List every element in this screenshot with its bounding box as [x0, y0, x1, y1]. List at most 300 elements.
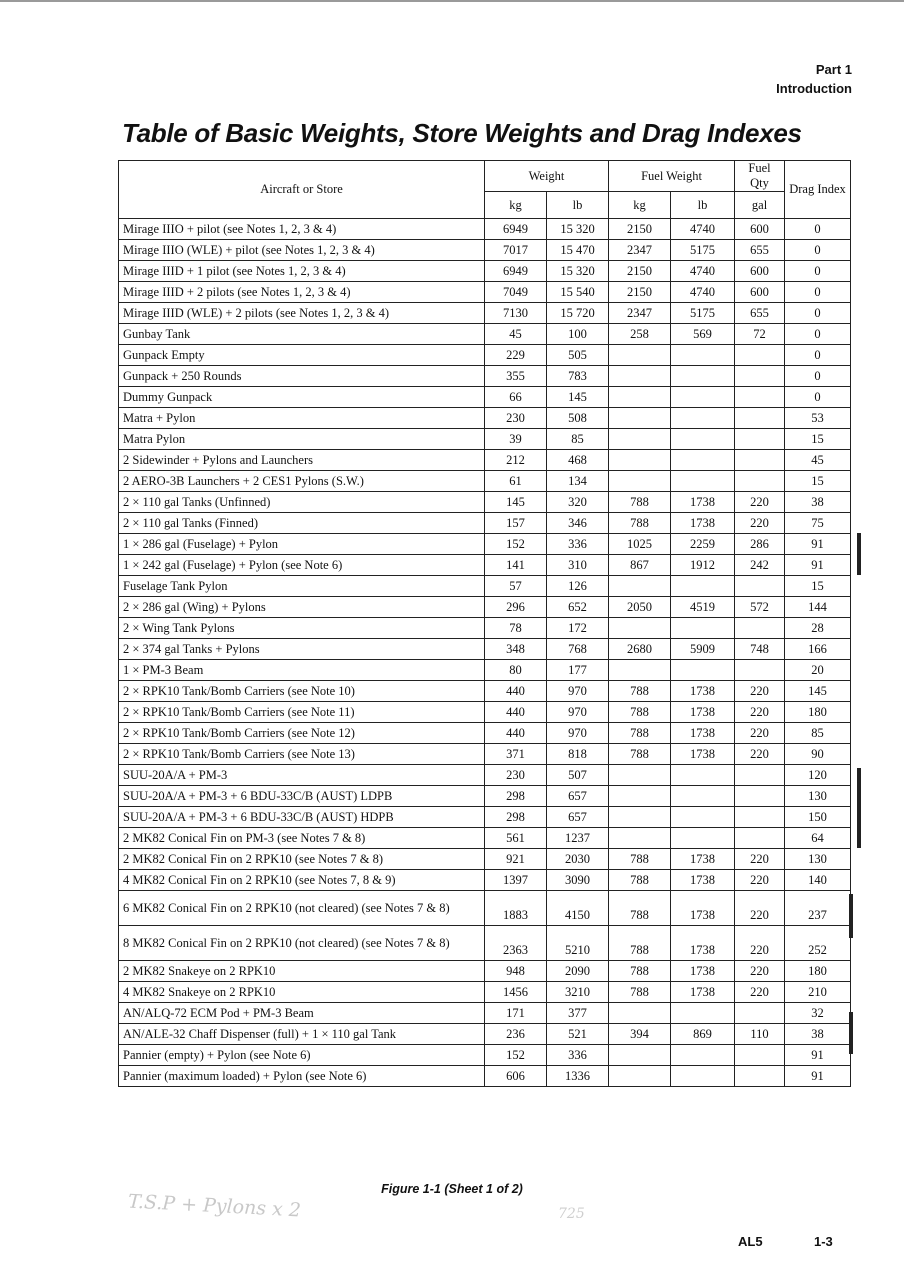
fuel-gal-cell: 220 — [735, 681, 785, 702]
weight-lb-cell: 1336 — [547, 1066, 609, 1087]
fuel-lb-cell: 1738 — [671, 702, 735, 723]
fuel-kg-cell — [609, 618, 671, 639]
table-row — [119, 534, 851, 555]
handwritten-number: 725 — [558, 1206, 585, 1222]
table-row — [119, 576, 851, 597]
weight-kg-cell: 606 — [485, 1066, 547, 1087]
fuel-lb-cell — [671, 807, 735, 828]
fuel-gal-cell — [735, 1045, 785, 1066]
weight-lb-cell: 2090 — [547, 961, 609, 982]
fuel-kg-cell: 788 — [609, 891, 671, 926]
weight-kg-cell: 371 — [485, 744, 547, 765]
weight-kg-cell: 229 — [485, 345, 547, 366]
fuel-gal-cell: 600 — [735, 282, 785, 303]
fuel-gal-cell — [735, 807, 785, 828]
fuel-gal-cell: 220 — [735, 702, 785, 723]
fuel-kg-cell — [609, 408, 671, 429]
store-name-cell: Pannier (maximum loaded) + Pylon (see Note 6) — [119, 1066, 485, 1087]
weight-kg-cell: 6949 — [485, 261, 547, 282]
fuel-lb-cell: 4740 — [671, 261, 735, 282]
fuel-lb-cell — [671, 786, 735, 807]
table-row — [119, 681, 851, 702]
fuel-lb-cell — [671, 408, 735, 429]
drag-index-cell: 45 — [785, 450, 851, 471]
weight-lb-cell: 15 720 — [547, 303, 609, 324]
fuel-kg-cell: 788 — [609, 681, 671, 702]
table-row — [119, 1024, 851, 1045]
drag-index-cell: 0 — [785, 282, 851, 303]
weight-lb-cell: 783 — [547, 366, 609, 387]
store-name-cell: 2 MK82 Snakeye on 2 RPK10 — [119, 961, 485, 982]
fuel-kg-cell — [609, 387, 671, 408]
weight-lb-cell: 657 — [547, 807, 609, 828]
drag-index-cell: 120 — [785, 765, 851, 786]
fuel-lb-cell — [671, 576, 735, 597]
fuel-kg-cell: 2150 — [609, 219, 671, 240]
table-row — [119, 555, 851, 576]
fuel-lb-cell — [671, 366, 735, 387]
fuel-kg-cell: 788 — [609, 870, 671, 891]
drag-index-cell: 0 — [785, 261, 851, 282]
fuel-kg-cell: 788 — [609, 926, 671, 961]
fuel-gal-cell: 572 — [735, 597, 785, 618]
weight-lb-cell: 468 — [547, 450, 609, 471]
weight-lb-cell: 2030 — [547, 849, 609, 870]
weight-kg-cell: 230 — [485, 408, 547, 429]
store-name-cell: Gunbay Tank — [119, 324, 485, 345]
fuel-gal-cell — [735, 450, 785, 471]
weight-kg-cell: 152 — [485, 534, 547, 555]
fuel-gal-cell — [735, 429, 785, 450]
unit-lb: lb — [547, 192, 609, 219]
fuel-gal-cell — [735, 408, 785, 429]
weight-kg-cell: 6949 — [485, 219, 547, 240]
fuel-gal-cell: 220 — [735, 492, 785, 513]
drag-index-cell: 91 — [785, 534, 851, 555]
table-row — [119, 1066, 851, 1087]
weight-lb-cell: 15 470 — [547, 240, 609, 261]
weight-kg-cell: 7130 — [485, 303, 547, 324]
fuel-gal-cell — [735, 1003, 785, 1024]
fuel-lb-cell: 569 — [671, 324, 735, 345]
fuel-lb-cell: 1912 — [671, 555, 735, 576]
table-row — [119, 891, 851, 926]
fuel-kg-cell — [609, 345, 671, 366]
fuel-lb-cell: 2259 — [671, 534, 735, 555]
table-body — [119, 219, 851, 1087]
table-row — [119, 926, 851, 961]
weight-kg-cell: 61 — [485, 471, 547, 492]
figure-caption: Figure 1-1 (Sheet 1 of 2) — [381, 1182, 523, 1196]
store-name-cell: 2 MK82 Conical Fin on 2 RPK10 (see Notes 7 & 8) — [119, 849, 485, 870]
store-name-cell: 2 × RPK10 Tank/Bomb Carriers (see Note 12) — [119, 723, 485, 744]
fuel-kg-cell: 2347 — [609, 303, 671, 324]
fuel-lb-cell: 5909 — [671, 639, 735, 660]
weight-kg-cell: 236 — [485, 1024, 547, 1045]
unit-fuel-kg: kg — [609, 192, 671, 219]
drag-index-cell: 0 — [785, 387, 851, 408]
weight-lb-cell: 172 — [547, 618, 609, 639]
header-drag-index: Drag Index — [785, 161, 851, 219]
weight-lb-cell: 652 — [547, 597, 609, 618]
drag-index-cell: 180 — [785, 702, 851, 723]
fuel-kg-cell — [609, 828, 671, 849]
fuel-lb-cell: 1738 — [671, 723, 735, 744]
table-row — [119, 870, 851, 891]
fuel-kg-cell — [609, 471, 671, 492]
fuel-lb-cell — [671, 429, 735, 450]
fuel-kg-cell: 788 — [609, 744, 671, 765]
weight-lb-cell: 3210 — [547, 982, 609, 1003]
weight-kg-cell: 948 — [485, 961, 547, 982]
change-bar — [857, 533, 861, 575]
weight-kg-cell: 57 — [485, 576, 547, 597]
fuel-gal-cell: 286 — [735, 534, 785, 555]
store-name-cell: 1 × PM-3 Beam — [119, 660, 485, 681]
fuel-gal-cell: 220 — [735, 891, 785, 926]
fuel-kg-cell — [609, 450, 671, 471]
table-row — [119, 366, 851, 387]
fuel-lb-cell: 5175 — [671, 240, 735, 261]
drag-index-cell: 15 — [785, 471, 851, 492]
fuel-gal-cell: 655 — [735, 240, 785, 261]
fuel-lb-cell: 1738 — [671, 926, 735, 961]
fuel-gal-cell: 242 — [735, 555, 785, 576]
weight-kg-cell: 212 — [485, 450, 547, 471]
fuel-gal-cell: 748 — [735, 639, 785, 660]
drag-index-cell: 166 — [785, 639, 851, 660]
page-title: Table of Basic Weights, Store Weights and Drag Indexes — [122, 118, 802, 148]
fuel-lb-cell: 1738 — [671, 492, 735, 513]
weight-kg-cell: 1883 — [485, 891, 547, 926]
weights-table — [118, 160, 851, 1087]
fuel-lb-cell — [671, 387, 735, 408]
table-row — [119, 723, 851, 744]
drag-index-cell: 130 — [785, 849, 851, 870]
fuel-lb-cell — [671, 765, 735, 786]
weight-kg-cell: 296 — [485, 597, 547, 618]
fuel-gal-cell — [735, 765, 785, 786]
weight-lb-cell: 818 — [547, 744, 609, 765]
weight-lb-cell: 377 — [547, 1003, 609, 1024]
table-row — [119, 1003, 851, 1024]
store-name-cell: 1 × 286 gal (Fuselage) + Pylon — [119, 534, 485, 555]
table-row — [119, 408, 851, 429]
weight-lb-cell: 657 — [547, 786, 609, 807]
weight-lb-cell: 768 — [547, 639, 609, 660]
fuel-gal-cell: 655 — [735, 303, 785, 324]
fuel-gal-cell — [735, 786, 785, 807]
weight-lb-cell: 126 — [547, 576, 609, 597]
drag-index-cell: 28 — [785, 618, 851, 639]
fuel-kg-cell: 2150 — [609, 261, 671, 282]
weight-kg-cell: 440 — [485, 681, 547, 702]
store-name-cell: 2 × 286 gal (Wing) + Pylons — [119, 597, 485, 618]
table-row — [119, 492, 851, 513]
fuel-kg-cell: 1025 — [609, 534, 671, 555]
store-name-cell: Mirage IIID + 1 pilot (see Notes 1, 2, 3 & 4) — [119, 261, 485, 282]
unit-gal: gal — [735, 192, 785, 219]
fuel-gal-cell: 220 — [735, 513, 785, 534]
drag-index-cell: 20 — [785, 660, 851, 681]
fuel-gal-cell — [735, 345, 785, 366]
weight-lb-cell: 310 — [547, 555, 609, 576]
fuel-lb-cell — [671, 660, 735, 681]
fuel-kg-cell: 394 — [609, 1024, 671, 1045]
store-name-cell: AN/ALQ-72 ECM Pod + PM-3 Beam — [119, 1003, 485, 1024]
table-row — [119, 261, 851, 282]
weight-lb-cell: 145 — [547, 387, 609, 408]
weight-kg-cell: 39 — [485, 429, 547, 450]
store-name-cell: SUU-20A/A + PM-3 — [119, 765, 485, 786]
weight-kg-cell: 78 — [485, 618, 547, 639]
table-row — [119, 240, 851, 261]
store-name-cell: 4 MK82 Conical Fin on 2 RPK10 (see Notes 7, 8 & 9) — [119, 870, 485, 891]
table-row — [119, 303, 851, 324]
drag-index-cell: 91 — [785, 555, 851, 576]
weight-kg-cell: 230 — [485, 765, 547, 786]
store-name-cell: Mirage IIIO (WLE) + pilot (see Notes 1, 2, 3 & 4) — [119, 240, 485, 261]
weight-lb-cell: 521 — [547, 1024, 609, 1045]
fuel-kg-cell — [609, 576, 671, 597]
store-name-cell: 2 × RPK10 Tank/Bomb Carriers (see Note 11) — [119, 702, 485, 723]
store-name-cell: 2 × RPK10 Tank/Bomb Carriers (see Note 10) — [119, 681, 485, 702]
fuel-gal-cell: 600 — [735, 219, 785, 240]
fuel-kg-cell: 788 — [609, 702, 671, 723]
weight-lb-cell: 134 — [547, 471, 609, 492]
weight-kg-cell: 7049 — [485, 282, 547, 303]
weight-lb-cell: 320 — [547, 492, 609, 513]
weight-lb-cell: 5210 — [547, 926, 609, 961]
drag-index-cell: 0 — [785, 303, 851, 324]
fuel-lb-cell — [671, 471, 735, 492]
fuel-lb-cell: 4519 — [671, 597, 735, 618]
weight-lb-cell: 4150 — [547, 891, 609, 926]
weight-kg-cell: 45 — [485, 324, 547, 345]
header-store: Aircraft or Store — [119, 161, 485, 219]
fuel-lb-cell: 1738 — [671, 870, 735, 891]
fuel-kg-cell: 2050 — [609, 597, 671, 618]
weight-lb-cell: 507 — [547, 765, 609, 786]
fuel-kg-cell — [609, 660, 671, 681]
weight-kg-cell: 157 — [485, 513, 547, 534]
store-name-cell: 2 × 110 gal Tanks (Finned) — [119, 513, 485, 534]
change-bar — [849, 1012, 853, 1054]
fuel-lb-cell: 1738 — [671, 961, 735, 982]
table-row — [119, 961, 851, 982]
part-label: Part 1 — [815, 62, 852, 77]
fuel-gal-cell: 220 — [735, 961, 785, 982]
fuel-lb-cell: 4740 — [671, 219, 735, 240]
table-row — [119, 324, 851, 345]
page-top-border — [0, 0, 904, 2]
weight-kg-cell: 561 — [485, 828, 547, 849]
store-name-cell: Dummy Gunpack — [119, 387, 485, 408]
store-name-cell: AN/ALE-32 Chaff Dispenser (full) + 1 × 110 gal Tank — [119, 1024, 485, 1045]
drag-index-cell: 145 — [785, 681, 851, 702]
store-name-cell: 2 × 110 gal Tanks (Unfinned) — [119, 492, 485, 513]
fuel-lb-cell: 1738 — [671, 681, 735, 702]
change-bar — [849, 894, 853, 938]
fuel-kg-cell: 2347 — [609, 240, 671, 261]
fuel-kg-cell: 2680 — [609, 639, 671, 660]
drag-index-cell: 32 — [785, 1003, 851, 1024]
fuel-kg-cell — [609, 429, 671, 450]
section-label: Introduction — [776, 81, 852, 96]
drag-index-cell: 130 — [785, 786, 851, 807]
weight-kg-cell: 298 — [485, 786, 547, 807]
fuel-kg-cell: 788 — [609, 982, 671, 1003]
weight-lb-cell: 970 — [547, 723, 609, 744]
drag-index-cell: 91 — [785, 1066, 851, 1087]
weight-lb-cell: 15 320 — [547, 219, 609, 240]
drag-index-cell: 91 — [785, 1045, 851, 1066]
fuel-gal-cell: 220 — [735, 744, 785, 765]
store-name-cell: Fuselage Tank Pylon — [119, 576, 485, 597]
drag-index-cell: 64 — [785, 828, 851, 849]
unit-fuel-lb: lb — [671, 192, 735, 219]
fuel-lb-cell: 1738 — [671, 891, 735, 926]
fuel-gal-cell — [735, 366, 785, 387]
fuel-kg-cell: 788 — [609, 723, 671, 744]
drag-index-cell: 38 — [785, 492, 851, 513]
drag-index-cell: 140 — [785, 870, 851, 891]
weight-kg-cell: 141 — [485, 555, 547, 576]
table-row — [119, 618, 851, 639]
weight-lb-cell: 970 — [547, 702, 609, 723]
weight-kg-cell: 1456 — [485, 982, 547, 1003]
store-name-cell: 6 MK82 Conical Fin on 2 RPK10 (not cleared) (see Notes 7 & 8) — [119, 891, 485, 926]
weight-kg-cell: 348 — [485, 639, 547, 660]
header-fuel-weight: Fuel Weight — [609, 161, 735, 192]
change-bar — [857, 768, 861, 848]
store-name-cell: 2 × 374 gal Tanks + Pylons — [119, 639, 485, 660]
table-row — [119, 345, 851, 366]
fuel-gal-cell — [735, 828, 785, 849]
drag-index-cell: 85 — [785, 723, 851, 744]
table-row — [119, 660, 851, 681]
fuel-lb-cell: 1738 — [671, 744, 735, 765]
store-name-cell: Mirage IIID (WLE) + 2 pilots (see Notes 1, 2, 3 & 4) — [119, 303, 485, 324]
fuel-lb-cell — [671, 1066, 735, 1087]
store-name-cell: 2 Sidewinder + Pylons and Launchers — [119, 450, 485, 471]
drag-index-cell: 90 — [785, 744, 851, 765]
table-row — [119, 513, 851, 534]
weight-kg-cell: 66 — [485, 387, 547, 408]
drag-index-cell: 53 — [785, 408, 851, 429]
table-row — [119, 702, 851, 723]
weight-kg-cell: 152 — [485, 1045, 547, 1066]
drag-index-cell: 252 — [785, 926, 851, 961]
table-row — [119, 597, 851, 618]
fuel-gal-cell: 110 — [735, 1024, 785, 1045]
page-header — [776, 60, 852, 98]
store-name-cell: 8 MK82 Conical Fin on 2 RPK10 (not cleared) (see Notes 7 & 8) — [119, 926, 485, 961]
weight-lb-cell: 100 — [547, 324, 609, 345]
table-row — [119, 639, 851, 660]
drag-index-cell: 0 — [785, 366, 851, 387]
weight-kg-cell: 440 — [485, 702, 547, 723]
table-row — [119, 450, 851, 471]
fuel-kg-cell — [609, 1003, 671, 1024]
drag-index-cell: 210 — [785, 982, 851, 1003]
unit-kg: kg — [485, 192, 547, 219]
store-name-cell: 2 AERO-3B Launchers + 2 CES1 Pylons (S.W.) — [119, 471, 485, 492]
table-row — [119, 219, 851, 240]
table-row — [119, 849, 851, 870]
fuel-gal-cell: 220 — [735, 849, 785, 870]
fuel-gal-cell: 220 — [735, 870, 785, 891]
store-name-cell: Matra + Pylon — [119, 408, 485, 429]
document-code: AL5 — [738, 1234, 763, 1249]
store-name-cell: 2 × Wing Tank Pylons — [119, 618, 485, 639]
weight-lb-cell: 505 — [547, 345, 609, 366]
fuel-kg-cell — [609, 1066, 671, 1087]
fuel-kg-cell: 867 — [609, 555, 671, 576]
store-name-cell: Mirage IIIO + pilot (see Notes 1, 2, 3 & 4) — [119, 219, 485, 240]
weight-kg-cell: 921 — [485, 849, 547, 870]
fuel-lb-cell: 1738 — [671, 982, 735, 1003]
fuel-gal-cell — [735, 576, 785, 597]
fuel-gal-cell: 220 — [735, 982, 785, 1003]
fuel-kg-cell — [609, 765, 671, 786]
weight-lb-cell: 15 320 — [547, 261, 609, 282]
weight-kg-cell: 1397 — [485, 870, 547, 891]
fuel-kg-cell — [609, 366, 671, 387]
table-row — [119, 429, 851, 450]
fuel-gal-cell: 220 — [735, 926, 785, 961]
table-row — [119, 807, 851, 828]
store-name-cell: Gunpack + 250 Rounds — [119, 366, 485, 387]
table-row — [119, 471, 851, 492]
store-name-cell: Gunpack Empty — [119, 345, 485, 366]
drag-index-cell: 237 — [785, 891, 851, 926]
store-name-cell: SUU-20A/A + PM-3 + 6 BDU-33C/B (AUST) HDPB — [119, 807, 485, 828]
table-row — [119, 282, 851, 303]
fuel-lb-cell — [671, 1045, 735, 1066]
fuel-gal-cell — [735, 660, 785, 681]
store-name-cell: Mirage IIID + 2 pilots (see Notes 1, 2, 3 & 4) — [119, 282, 485, 303]
drag-index-cell: 0 — [785, 324, 851, 345]
fuel-kg-cell — [609, 786, 671, 807]
weight-lb-cell: 336 — [547, 534, 609, 555]
weight-lb-cell: 508 — [547, 408, 609, 429]
fuel-gal-cell — [735, 471, 785, 492]
fuel-lb-cell: 1738 — [671, 849, 735, 870]
drag-index-cell: 75 — [785, 513, 851, 534]
weight-kg-cell: 171 — [485, 1003, 547, 1024]
store-name-cell: 4 MK82 Snakeye on 2 RPK10 — [119, 982, 485, 1003]
fuel-lb-cell: 869 — [671, 1024, 735, 1045]
store-name-cell: SUU-20A/A + PM-3 + 6 BDU-33C/B (AUST) LDPB — [119, 786, 485, 807]
page-number: 1-3 — [814, 1234, 833, 1249]
fuel-kg-cell: 788 — [609, 961, 671, 982]
weight-lb-cell: 177 — [547, 660, 609, 681]
fuel-kg-cell: 788 — [609, 849, 671, 870]
header-fuel-qty: Fuel Qty — [735, 161, 785, 192]
weight-lb-cell: 1237 — [547, 828, 609, 849]
weight-lb-cell: 970 — [547, 681, 609, 702]
weight-lb-cell: 346 — [547, 513, 609, 534]
weight-lb-cell: 85 — [547, 429, 609, 450]
table-row — [119, 828, 851, 849]
fuel-gal-cell — [735, 618, 785, 639]
table-row — [119, 1045, 851, 1066]
weight-kg-cell: 298 — [485, 807, 547, 828]
store-name-cell: 1 × 242 gal (Fuselage) + Pylon (see Note 6) — [119, 555, 485, 576]
fuel-kg-cell: 258 — [609, 324, 671, 345]
drag-index-cell: 0 — [785, 219, 851, 240]
